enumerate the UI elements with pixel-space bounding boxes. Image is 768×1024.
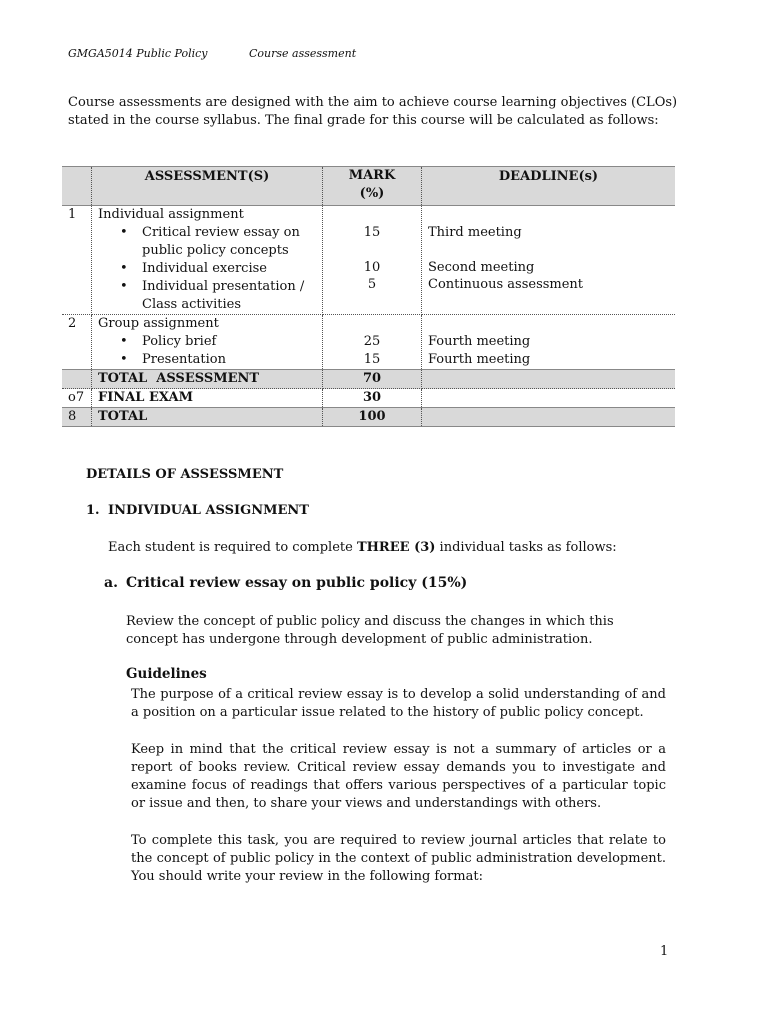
document-title: Course assessment (249, 47, 357, 60)
row-number: o7 (62, 389, 92, 408)
deadline-value: Third meeting (428, 225, 522, 240)
table-row (62, 315, 675, 370)
task-intro-text-end: individual tasks as follows: (435, 540, 617, 555)
task-title: Critical review essay on public policy (15%) (126, 575, 468, 591)
grand-total-label: TOTAL (92, 408, 323, 427)
final-exam-label: FINAL EXAM (92, 389, 323, 408)
section-number: 1. (86, 503, 100, 518)
row-number: 2 (62, 315, 92, 370)
header-assessment: ASSESSMENT(S) (92, 167, 323, 206)
list-item: • Individual presentation / Class activities (98, 278, 316, 314)
row-deadlines (422, 315, 676, 370)
list-item: • Policy brief (98, 333, 316, 351)
header-mark: MARK (%) (323, 167, 422, 206)
row-title: Group assignment (98, 316, 219, 331)
deadline-value: Second meeting (428, 260, 535, 275)
grand-total-row (62, 408, 675, 427)
guidelines-heading: Guidelines (126, 666, 207, 682)
course-code: GMGA5014 Public Policy (68, 47, 208, 60)
mark-value: 15 (363, 352, 381, 367)
section-title: INDIVIDUAL ASSIGNMENT (108, 503, 309, 518)
details-heading: DETAILS OF ASSESSMENT (86, 467, 284, 482)
table-header-row (62, 167, 675, 206)
assessment-table (62, 166, 675, 427)
table-row (62, 206, 675, 315)
header-num-cell (62, 167, 92, 206)
guideline-paragraph: To complete this task, you are required to review journal articles that relate to the concept of public policy in the context of public administration development. You should write your review in the following format: (131, 833, 666, 884)
total-assessment-row (62, 370, 675, 389)
row-description (92, 315, 323, 370)
final-exam-mark: 30 (323, 389, 422, 408)
mark-value: 10 (363, 260, 381, 275)
task-letter: a. (104, 575, 118, 591)
task-count: THREE (3) (356, 540, 436, 555)
total-assessment-label: TOTAL ASSESSMENT (92, 370, 323, 389)
guideline-paragraph: Keep in mind that the critical review essay is not a summary of articles or a report of books review. Critical review essay demands you to investigate and examine focus of readings that offers various perspectives of a particular topic or issue and then, to share your views and understandings with others. (131, 742, 666, 811)
deadline-value: Fourth meeting (428, 352, 531, 367)
row-deadlines (422, 206, 676, 315)
list-item: • Individual exercise (98, 260, 316, 278)
row-marks (323, 206, 422, 315)
header-deadline: DEADLINE(s) (422, 167, 676, 206)
final-exam-row (62, 389, 675, 408)
deadline-value: Continuous assessment (428, 277, 584, 292)
total-assessment-mark: 70 (323, 370, 422, 389)
section-heading (86, 503, 309, 518)
page-number: 1 (660, 944, 669, 959)
deadline-value: Fourth meeting (428, 334, 531, 349)
row-number: 8 (62, 408, 92, 427)
row-number: 1 (62, 206, 92, 315)
mark-value: 25 (363, 334, 381, 349)
task-description: Review the concept of public policy and discuss the changes in which this concept has undergone through development of public administration. (126, 614, 614, 647)
row-marks (323, 315, 422, 370)
list-item: • Presentation (98, 351, 316, 369)
row-description (92, 206, 323, 315)
grand-total-mark: 100 (323, 408, 422, 427)
guideline-paragraph: The purpose of a critical review essay is to develop a solid understanding of and a position on a particular issue related to the history of public policy concept. (131, 687, 666, 720)
mark-value: 5 (367, 277, 377, 292)
mark-value: 15 (363, 225, 381, 240)
intro-paragraph: Course assessments are designed with the aim to achieve course learning objectives (CLOs) stated in the course syllabus. The final grade for this course will be calculated as follows: (68, 95, 678, 128)
task-heading (104, 575, 467, 591)
task-intro (108, 540, 617, 555)
row-number (62, 370, 92, 389)
list-item: • Critical review essay on public policy concepts (98, 224, 316, 260)
row-title: Individual assignment (98, 207, 244, 222)
task-intro-text: Each student is required to complete (108, 540, 357, 555)
